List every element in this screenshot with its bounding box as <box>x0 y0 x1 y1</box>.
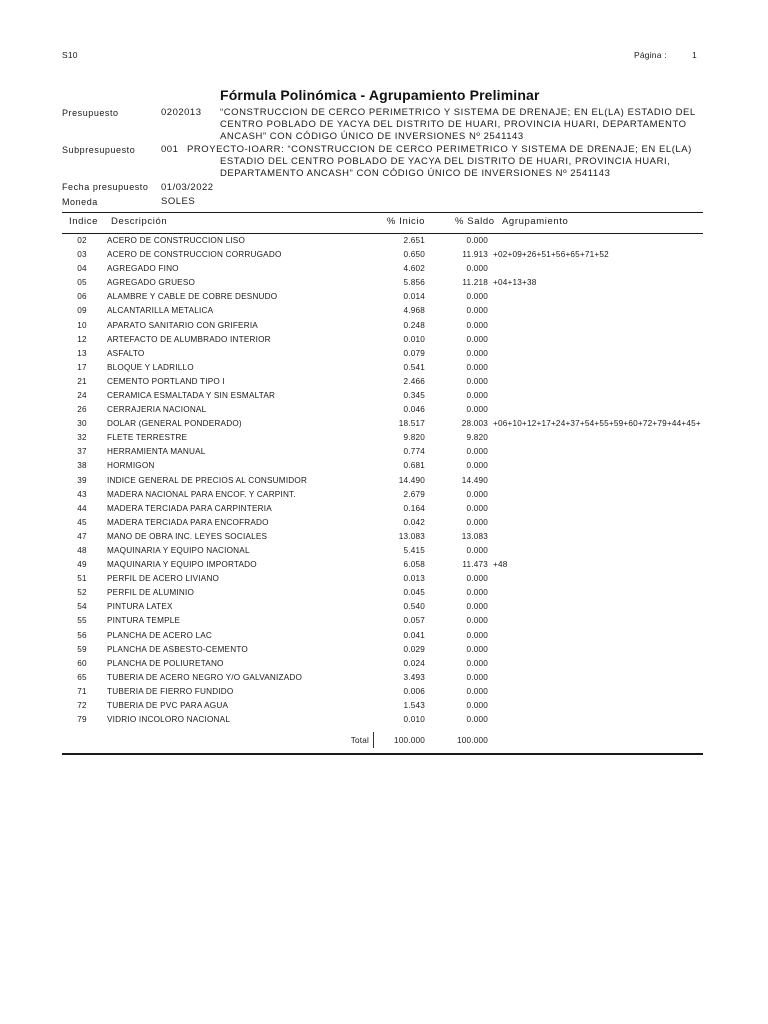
saldo-cell: 0.000 <box>466 362 488 372</box>
presupuesto-description-line: ANCASH” CON CÓDIGO ÚNICO DE INVERSIONES Nº 2541143 <box>220 131 524 142</box>
indice-cell: 60 <box>77 658 87 668</box>
indice-cell: 51 <box>77 574 87 584</box>
indice-cell: 06 <box>77 292 87 302</box>
table-row <box>0 431 768 445</box>
saldo-cell: 0.000 <box>466 658 488 668</box>
indice-cell: 21 <box>77 376 87 386</box>
indice-cell: 52 <box>77 588 87 598</box>
total-inicio: 100.000 <box>394 736 425 745</box>
table-row <box>0 375 768 389</box>
indice-cell: 03 <box>77 250 87 260</box>
saldo-cell: 28.003 <box>461 419 488 429</box>
descripcion-cell: VIDRIO INCOLORO NACIONAL <box>107 715 231 725</box>
agrupamiento-cell: +04+13+38 <box>493 278 537 288</box>
indice-cell: 12 <box>77 334 87 344</box>
fecha-presupuesto-label: Fecha presupuesto <box>62 182 149 192</box>
descripcion-cell: PINTURA TEMPLE <box>107 616 181 626</box>
descripcion-cell: CEMENTO PORTLAND TIPO I <box>107 376 225 386</box>
table-row <box>0 530 768 544</box>
table-row <box>0 459 768 473</box>
descripcion-cell: ARTEFACTO DE ALUMBRADO INTERIOR <box>107 334 271 344</box>
table-row <box>0 614 768 628</box>
saldo-cell: 9.820 <box>466 433 488 443</box>
indice-cell: 48 <box>77 545 87 555</box>
descripcion-cell: AGREGADO FINO <box>107 264 179 274</box>
report-title: Fórmula Polinómica - Agrupamiento Preliminar <box>220 87 540 103</box>
indice-cell: 44 <box>77 503 87 513</box>
inicio-cell: 4.968 <box>403 306 425 316</box>
saldo-cell: 0.000 <box>466 306 488 316</box>
indice-cell: 45 <box>77 517 87 527</box>
table-row <box>0 572 768 586</box>
saldo-cell: 0.000 <box>466 292 488 302</box>
column-header-descripcion: Descripción <box>111 216 168 227</box>
indice-cell: 47 <box>77 531 87 541</box>
descripcion-cell: ASFALTO <box>107 348 145 358</box>
moneda-label: Moneda <box>62 197 98 207</box>
presupuesto-description-line: CENTRO POBLADO DE YACYA DEL DISTRITO DE HUARI, PROVINCIA HUARI, DEPARTAMENTO <box>220 119 687 130</box>
subpresupuesto-description-line: PROYECTO-IOARR: “CONSTRUCCION DE CERCO PERIMETRICO Y SISTEMA DE DRENAJE; EN EL(LA) <box>187 144 692 155</box>
presupuesto-description-line: “CONSTRUCCION DE CERCO PERIMETRICO Y SISTEMA DE DRENAJE; EN EL(LA) ESTADIO DEL <box>220 107 696 118</box>
inicio-cell: 0.041 <box>403 630 425 640</box>
saldo-cell: 11.473 <box>462 560 488 570</box>
descripcion-cell: TUBERIA DE PVC PARA AGUA <box>107 700 229 710</box>
table-row <box>0 657 768 671</box>
column-header-agrupamiento: Agrupamiento <box>502 216 569 227</box>
descripcion-cell: PERFIL DE ALUMINIO <box>107 588 195 598</box>
table-body <box>0 234 768 728</box>
table-row <box>0 445 768 459</box>
saldo-cell: 0.000 <box>466 503 488 513</box>
indice-cell: 04 <box>77 264 87 274</box>
saldo-cell: 11.913 <box>462 250 488 260</box>
indice-cell: 05 <box>77 278 87 288</box>
inicio-cell: 0.540 <box>403 602 425 612</box>
inicio-cell: 0.024 <box>403 658 425 668</box>
descripcion-cell: HERRAMIENTA MANUAL <box>107 447 206 457</box>
inicio-cell: 2.651 <box>403 236 425 245</box>
table-row <box>0 671 768 685</box>
table-row <box>0 600 768 614</box>
indice-cell: 30 <box>77 419 87 429</box>
descripcion-cell: PINTURA LATEX <box>107 602 173 612</box>
inicio-cell: 0.079 <box>403 348 425 358</box>
table-row <box>0 474 768 488</box>
inicio-cell: 3.493 <box>403 672 425 682</box>
inicio-cell: 0.774 <box>403 447 425 457</box>
indice-cell: 17 <box>77 362 87 372</box>
system-label: S10 <box>62 50 78 60</box>
saldo-cell: 0.000 <box>466 447 488 457</box>
table-row <box>0 586 768 600</box>
presupuesto-label: Presupuesto <box>62 108 119 118</box>
inicio-cell: 1.543 <box>403 700 425 710</box>
saldo-cell: 0.000 <box>466 489 488 499</box>
table-row <box>0 488 768 502</box>
descripcion-cell: TUBERIA DE FIERRO FUNDIDO <box>107 686 234 696</box>
saldo-cell: 0.000 <box>466 376 488 386</box>
table-row <box>0 502 768 516</box>
inicio-cell: 0.006 <box>403 686 425 696</box>
table-row <box>0 290 768 304</box>
inicio-cell: 0.541 <box>403 362 425 372</box>
column-header-saldo: % Saldo <box>455 216 495 227</box>
descripcion-cell: MAQUINARIA Y EQUIPO IMPORTADO <box>107 560 257 570</box>
inicio-cell: 0.045 <box>403 588 425 598</box>
saldo-cell: 0.000 <box>466 264 488 274</box>
table-row <box>0 333 768 347</box>
descripcion-cell: PLANCHA DE ASBESTO-CEMENTO <box>107 644 248 654</box>
indice-cell: 38 <box>77 461 87 471</box>
inicio-cell: 5.856 <box>403 278 425 288</box>
table-row <box>0 558 768 572</box>
moneda-value: SOLES <box>161 196 196 207</box>
agrupamiento-cell: +02+09+26+51+56+65+71+52 <box>493 250 609 260</box>
inicio-cell: 0.681 <box>403 461 425 471</box>
saldo-cell: 0.000 <box>466 672 488 682</box>
saldo-cell: 0.000 <box>466 334 488 344</box>
descripcion-cell: MADERA NACIONAL PARA ENCOF. Y CARPINT. <box>107 489 296 499</box>
indice-cell: 13 <box>77 348 87 358</box>
table-row <box>0 516 768 530</box>
inicio-cell: 0.010 <box>403 715 425 725</box>
inicio-cell: 0.650 <box>403 250 425 260</box>
table-row <box>0 276 768 290</box>
inicio-cell: 2.466 <box>403 376 425 386</box>
descripcion-cell: PLANCHA DE POLIURETANO <box>107 658 224 668</box>
table-row <box>0 389 768 403</box>
table-row <box>0 403 768 417</box>
table-row <box>0 699 768 713</box>
saldo-cell: 0.000 <box>466 574 488 584</box>
descripcion-cell: MADERA TERCIADA PARA ENCOFRADO <box>107 517 269 527</box>
indice-cell: 02 <box>77 236 87 245</box>
presupuesto-code: 0202013 <box>161 107 202 118</box>
inicio-cell: 0.164 <box>403 503 425 513</box>
subpresupuesto-code: 001 <box>161 144 179 155</box>
saldo-cell: 14.490 <box>461 475 488 485</box>
saldo-cell: 0.000 <box>466 517 488 527</box>
descripcion-cell: PLANCHA DE ACERO LAC <box>107 630 213 640</box>
indice-cell: 09 <box>77 306 87 316</box>
indice-cell: 72 <box>77 700 87 710</box>
subpresupuesto-description <box>187 144 692 180</box>
descripcion-cell: CERAMICA ESMALTADA Y SIN ESMALTAR <box>107 390 276 400</box>
total-saldo: 100.000 <box>457 736 488 745</box>
table-row <box>0 248 768 262</box>
saldo-cell: 0.000 <box>466 390 488 400</box>
inicio-cell: 0.345 <box>403 390 425 400</box>
inicio-cell: 0.042 <box>403 517 425 527</box>
saldo-cell: 0.000 <box>466 320 488 330</box>
descripcion-cell: FLETE TERRESTRE <box>107 433 188 443</box>
fecha-presupuesto-value: 01/03/2022 <box>161 182 214 193</box>
saldo-cell: 0.000 <box>466 602 488 612</box>
indice-cell: 24 <box>77 390 87 400</box>
table-row <box>0 713 768 727</box>
table-row <box>0 629 768 643</box>
agrupamiento-cell: +06+10+12+17+24+37+54+55+59+60+72+79+44+45+ <box>493 419 701 429</box>
descripcion-cell: TUBERIA DE ACERO NEGRO Y/O GALVANIZADO <box>107 672 303 682</box>
saldo-cell: 0.000 <box>466 405 488 415</box>
inicio-cell: 9.820 <box>403 433 425 443</box>
inicio-cell: 13.083 <box>398 531 425 541</box>
descripcion-cell: BLOQUE Y LADRILLO <box>107 362 194 372</box>
indice-cell: 65 <box>77 672 87 682</box>
indice-cell: 59 <box>77 644 87 654</box>
saldo-cell: 0.000 <box>466 630 488 640</box>
descripcion-cell: MAQUINARIA Y EQUIPO NACIONAL <box>107 545 250 555</box>
inicio-cell: 0.046 <box>403 405 425 415</box>
descripcion-cell: ALCANTARILLA METALICA <box>107 306 214 316</box>
inicio-cell: 0.029 <box>403 644 425 654</box>
saldo-cell: 0.000 <box>466 461 488 471</box>
column-header-inicio: % Inicio <box>386 216 425 227</box>
table-row <box>0 544 768 558</box>
indice-cell: 37 <box>77 447 87 457</box>
indice-cell: 49 <box>77 560 87 570</box>
inicio-cell: 0.014 <box>403 292 425 302</box>
saldo-cell: 0.000 <box>466 644 488 654</box>
indice-cell: 10 <box>77 320 87 330</box>
inicio-cell: 5.415 <box>403 545 425 555</box>
descripcion-cell: ALAMBRE Y CABLE DE COBRE DESNUDO <box>107 292 278 302</box>
descripcion-cell: ACERO DE CONSTRUCCION CORRUGADO <box>107 250 282 260</box>
inicio-cell: 14.490 <box>398 475 425 485</box>
descripcion-cell: APARATO SANITARIO CON GRIFERIA <box>107 320 258 330</box>
inicio-cell: 0.248 <box>403 320 425 330</box>
inicio-cell: 0.057 <box>403 616 425 626</box>
inicio-cell: 0.013 <box>403 574 425 584</box>
descripcion-cell: PERFIL DE ACERO LIVIANO <box>107 574 220 584</box>
inicio-cell: 2.679 <box>403 489 425 499</box>
table-row <box>0 643 768 657</box>
page-label: Página : <box>634 50 667 60</box>
indice-cell: 56 <box>77 630 87 640</box>
total-label: Total <box>350 736 369 745</box>
table-row <box>0 304 768 318</box>
descripcion-cell: MADERA TERCIADA PARA CARPINTERIA <box>107 503 272 513</box>
indice-cell: 55 <box>77 616 87 626</box>
table-top-rule <box>62 212 703 213</box>
table-row <box>0 262 768 276</box>
table-bottom-rule <box>62 753 703 755</box>
saldo-cell: 0.000 <box>466 686 488 696</box>
indice-cell: 39 <box>77 475 87 485</box>
saldo-cell: 0.000 <box>466 545 488 555</box>
table-row <box>0 234 768 248</box>
saldo-cell: 13.083 <box>461 531 488 541</box>
agrupamiento-cell: +48 <box>493 560 508 570</box>
subpresupuesto-description-line: ESTADIO DEL CENTRO POBLADO DE YACYA DEL DISTRITO DE HUARI, PROVINCIA HUARI, <box>220 156 671 167</box>
descripcion-cell: DOLAR (GENERAL PONDERADO) <box>107 419 242 429</box>
saldo-cell: 11.218 <box>462 278 488 288</box>
page-number: 1 <box>692 50 697 60</box>
subpresupuesto-label: Subpresupuesto <box>62 145 136 155</box>
indice-cell: 43 <box>77 489 87 499</box>
table-row <box>0 685 768 699</box>
inicio-cell: 4.602 <box>403 264 425 274</box>
indice-cell: 71 <box>77 686 87 696</box>
saldo-cell: 0.000 <box>466 616 488 626</box>
descripcion-cell: HORMIGON <box>107 461 155 471</box>
descripcion-cell: CERRAJERIA NACIONAL <box>107 405 207 415</box>
descripcion-cell: INDICE GENERAL DE PRECIOS AL CONSUMIDOR <box>107 475 308 485</box>
saldo-cell: 0.000 <box>466 588 488 598</box>
saldo-cell: 0.000 <box>466 236 488 245</box>
total-row <box>0 734 768 748</box>
descripcion-cell: AGREGADO GRUESO <box>107 278 196 288</box>
table-row <box>0 361 768 375</box>
inicio-cell: 18.517 <box>398 419 425 429</box>
table-row <box>0 319 768 333</box>
presupuesto-description <box>220 107 696 143</box>
indice-cell: 26 <box>77 405 87 415</box>
column-header-indice: Indice <box>69 216 98 227</box>
subpresupuesto-description-line: DEPARTAMENTO ANCASH” CON CÓDIGO ÚNICO DE INVERSIONES Nº 2541143 <box>220 168 611 179</box>
inicio-cell: 0.010 <box>403 334 425 344</box>
saldo-cell: 0.000 <box>466 348 488 358</box>
inicio-cell: 6.058 <box>403 560 425 570</box>
indice-cell: 79 <box>77 715 87 725</box>
descripcion-cell: ACERO DE CONSTRUCCION LISO <box>107 236 246 245</box>
descripcion-cell: MANO DE OBRA INC. LEYES SOCIALES <box>107 531 268 541</box>
indice-cell: 32 <box>77 433 87 443</box>
table-row <box>0 347 768 361</box>
saldo-cell: 0.000 <box>466 715 488 725</box>
saldo-cell: 0.000 <box>466 700 488 710</box>
table-row <box>0 417 768 431</box>
indice-cell: 54 <box>77 602 87 612</box>
